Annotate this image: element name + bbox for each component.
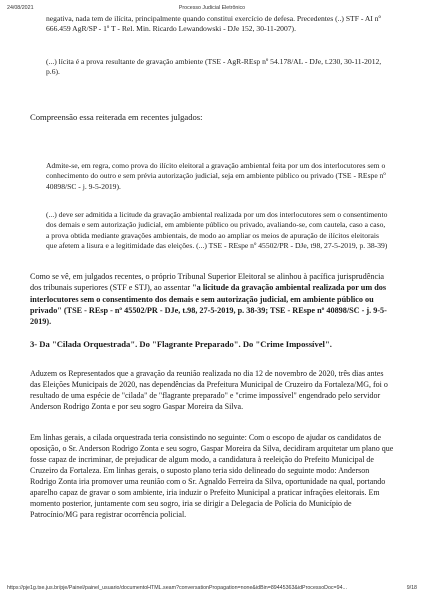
print-footer [7, 585, 417, 591]
quote-paragraph: (...) lícita é a prova resultante de gravação ambiente (TSE - AgR-REsp nº 54.178/AL - DJe, t.230, 30-11-2012, p.6). [46, 57, 382, 77]
emphasized-citation: "a licitude da gravação ambiental realizada por um dos interlocutores sem o consentimento dos demais e sem autorização judicial, em ambiente público ou privado" (TSE - REsp - nº 45502/PR - DJe, t.98, 27-5-2019, p. 38-39; TSE - REspe nº 40898/SC - j. 9-5-2019). [30, 283, 387, 327]
quote-paragraph: (...) deve ser admitida a licitude da gravação ambiental realizada por um dos interlocutores sem o consentimento dos demais e sem autorização judicial, em ambiente público ou privado, avaliando-se, com cautela, caso a caso, a prova obtida mediante gravações ambientais, de modo ao ampliar os meios de apuração de ilícitos eleitorais que afetem a lisura e a legitimidade das eleições. (...) TSE - REspe nº 45502/PR - DJe, t98, 27-5-2019, p. 38-39) [46, 210, 388, 251]
page-number: 9/18 [406, 585, 417, 591]
print-date: 24/08/2021 [7, 5, 34, 11]
quote-paragraph: Admite-se, em regra, como prova do ilícito eleitoral a gravação ambiental feita por um dos interlocutores sem o conhecimento do outro e sem prévia autorização judicial, seja em ambiente público ou privado (TSE - REspe nº 40898/SC - j. 9-5-2019). [46, 161, 386, 191]
print-url: https://pje1g.tse.jus.br/pje/Painel/painel_usuario/documentoHTML.seam?conversationPropagation=none&idBin=89445363&idProcessoDoc=94... [7, 585, 347, 591]
body-paragraph: Aduzem os Representados que a gravação da reunião realizada no dia 12 de novembro de 2020, três dias antes das Eleições Municipais de 2020, nas dependências da Prefeitura Municipal de Cruzeiro da Fortaleza/MG, foi o resultado de uma espécie de "cilada" de "flagrante preparado" e "crime impossível" engendrado pelo servidor Anderson Rodrigo Zonta e por seu sogro Gaspar Moreira da Silva. [30, 369, 388, 411]
quote-paragraph: negativa, nada tem de ilícita, principalmente quando constitui exercício de defesa. Precedentes (..) STF - AI nº 666.459 AgR/SP - 1º T - Rel. Min. Ricardo Lewandowski - DJe 152, 30-11-2007). [46, 14, 381, 34]
print-title: Processo Judicial Eletrônico [178, 5, 246, 11]
print-header [7, 5, 417, 11]
body-paragraph: Em linhas gerais, a cilada orquestrada teria consistindo no seguinte: Com o escopo de ajudar os candidatos de oposição, o Sr. Anderson Rodrigo Zonta e seu sogro, Gaspar Moreira da Silva, decidiram arquitetar um plano que fosse capaz de incriminar, de prejudicar de algum modo, a candidatura à reeleição do Prefeito Municipal de Cruzeiro da Fortaleza. Em linhas gerais, o suposto plano teria sido delineado do seguinte modo: Anderson Rodrigo Zonta iria promover uma reunião com o Sr. Agnaldo Ferreira da Silva, oportunidade na qual, portando aparelho capaz de gravar o som ambiente, iria induzir o Prefeito Municipal a praticar infrações eleitorais. Em momento posterior, juntamente com seu sogro, iria se dirigir a Delegacia de Polícia do Município de Patrocínio/MG para registrar ocorrência policial. [30, 433, 394, 519]
body-paragraph: Compreensão essa reiterada em recentes julgados: [30, 112, 203, 122]
body-paragraph [30, 271, 394, 327]
paragraph-text: Como se vê, em julgados recentes, o próprio Tribunal Superior Eleitoral se alinhou à pacífica jurisprudência dos tribunais superiores (STF e STJ), ao assentar [30, 272, 385, 293]
section-heading: 3- Da "Cilada Orquestrada". Do "Flagrante Preparado". Do "Crime Impossível". [30, 339, 332, 349]
